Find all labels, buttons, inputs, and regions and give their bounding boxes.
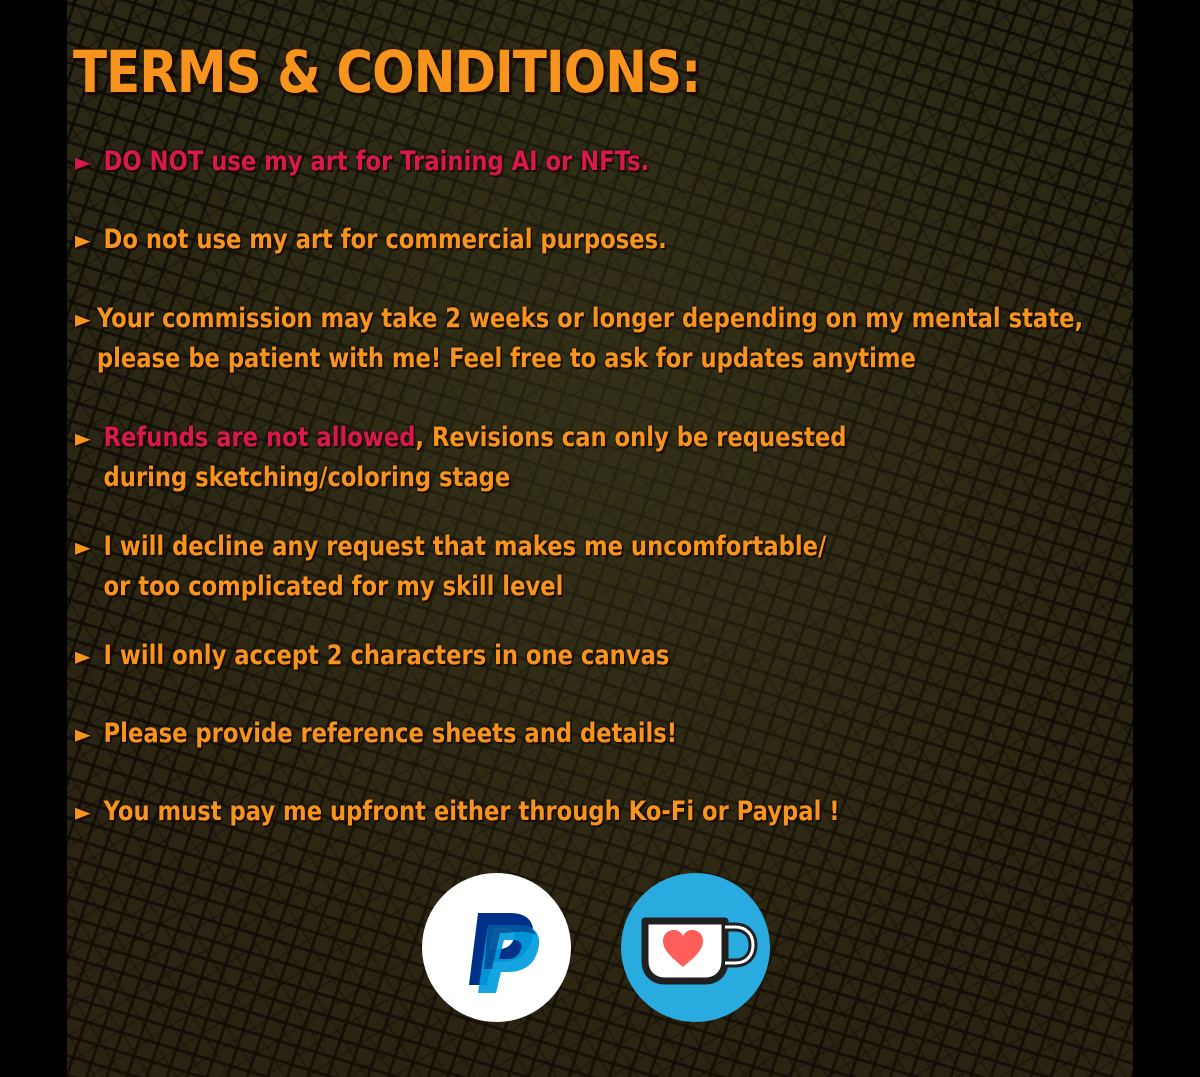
bullet-arrow-icon: ► (75, 305, 91, 333)
rule-text: I will only accept 2 characters in one canvas (103, 640, 670, 671)
rule-item-no-ai-nft (75, 142, 649, 182)
bullet-arrow-icon: ► (75, 424, 91, 452)
rule-item-decline (75, 527, 826, 606)
rule-text: Do not use my art for commercial purposes. (103, 224, 667, 255)
rule-text: Please provide reference sheets and details! (103, 718, 678, 749)
bullet-arrow-icon: ► (75, 720, 91, 748)
rule-text-continued: please be patient with me! Feel free to ask for updates anytime (96, 343, 916, 374)
terms-panel (67, 0, 1133, 1077)
kofi-logo (621, 873, 770, 1022)
bullet-arrow-icon: ► (75, 533, 91, 561)
rule-text: , Revisions can only be requested (415, 422, 847, 453)
rule-text-continued: during sketching/coloring stage (103, 462, 511, 493)
rule-text: Your commission may take 2 weeks or longer depending on my mental state, (96, 303, 1084, 334)
rule-text: DO NOT use my art for Training AI or NFTs. (103, 146, 650, 177)
rule-text: I will decline any request that makes me uncomfortable/ (103, 531, 827, 562)
bullet-arrow-icon: ► (75, 798, 91, 826)
rule-item-no-commercial (75, 220, 667, 260)
bullet-arrow-icon: ► (75, 642, 91, 670)
page-title: TERMS & CONDITIONS: (73, 38, 701, 106)
rule-text-continued: or too complicated for my skill level (103, 571, 564, 602)
paypal-logo-icon (422, 873, 571, 1022)
bullet-arrow-icon: ► (75, 226, 91, 254)
rule-highlight-text: Refunds are not allowed (103, 422, 416, 453)
rule-text: You must pay me upfront either through Ko-Fi or Paypal ! (103, 796, 840, 827)
rule-item-payment (75, 792, 840, 832)
rule-item-character-limit (75, 636, 669, 676)
rule-item-turnaround (75, 299, 1083, 378)
rule-item-refunds (75, 418, 847, 497)
rule-item-references (75, 714, 677, 754)
paypal-logo (422, 873, 571, 1022)
bullet-arrow-icon: ► (75, 148, 91, 176)
kofi-cup-icon (621, 873, 770, 1022)
